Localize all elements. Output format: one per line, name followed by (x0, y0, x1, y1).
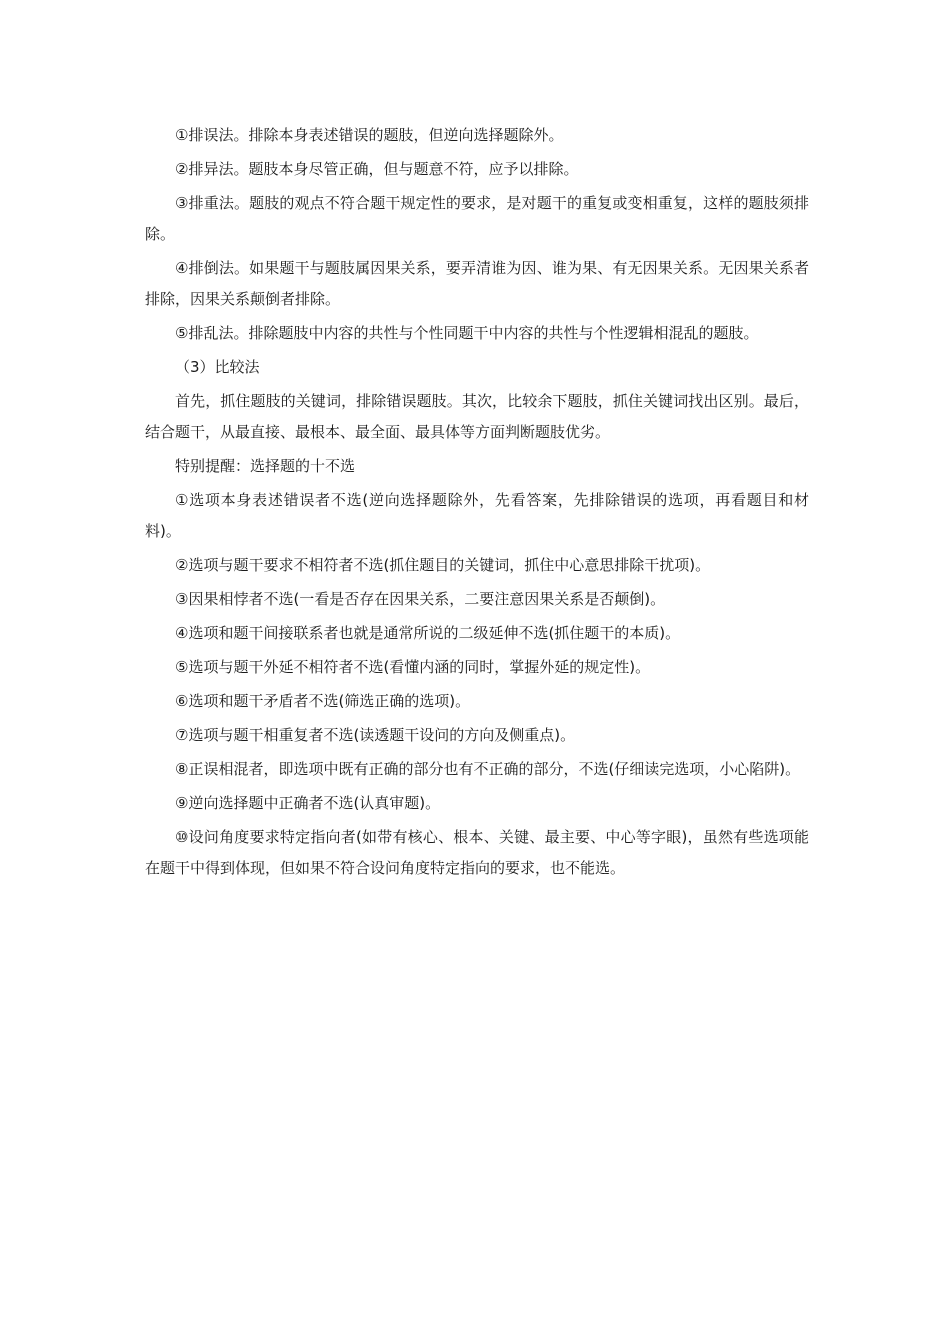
rule-item-6: ⑥选项和题干矛盾者不选(筛选正确的选项)。 (175, 692, 471, 710)
paragraph-special-reminder: 特别提醒：选择题的十不选 (175, 457, 356, 475)
rule-item-5: ⑤选项与题干外延不相符者不选(看懂内涵的同时，掌握外延的规定性)。 (175, 658, 651, 676)
paragraph-exclusion-repeat: ③排重法。题肢的观点不符合题干规定性的要求，是对题干的重复或变相重复，这样的题肢须排除。 (145, 194, 809, 243)
paragraph-exclusion-error: ①排误法。排除本身表述错误的题肢，但逆向选择题除外。 (175, 126, 564, 144)
section-heading-comparison: （3）比较法 (175, 358, 260, 376)
paragraph-exclusion-reverse: ④排倒法。如果题干与题肢属因果关系，要弄清谁为因、谁为果、有无因果关系。无因果关系者排除，因果关系颠倒者排除。 (145, 259, 809, 308)
document-body (145, 120, 809, 884)
rule-item-3: ③因果相悖者不选(一看是否存在因果关系，二要注意因果关系是否颠倒)。 (175, 590, 666, 608)
rule-item-1: ①选项本身表述错误者不选(逆向选择题除外，先看答案，先排除错误的选项，再看题目和材料)。 (145, 491, 809, 540)
rule-item-10: ⑩设问角度要求特定指向者(如带有核心、根本、关键、最主要、中心等字眼)，虽然有些选项能在题干中得到体现，但如果不符合设问角度特定指向的要求，也不能选。 (145, 828, 809, 877)
rule-item-7: ⑦选项与题干相重复者不选(读透题干设问的方向及侧重点)。 (175, 726, 576, 744)
rule-item-4: ④选项和题干间接联系者也就是通常所说的二级延伸不选(抓住题干的本质)。 (175, 624, 681, 642)
paragraph-comparison-method: 首先，抓住题肢的关键词，排除错误题肢。其次，比较余下题肢，抓住关键词找出区别。最后，结合题干，从最直接、最根本、最全面、最具体等方面判断题肢优劣。 (145, 392, 809, 441)
paragraph-exclusion-chaos: ⑤排乱法。排除题肢中内容的共性与个性同题干中内容的共性与个性逻辑相混乱的题肢。 (175, 324, 759, 342)
rule-item-8: ⑧正误相混者，即选项中既有正确的部分也有不正确的部分，不选(仔细读完选项，小心陷阱)。 (175, 760, 801, 778)
paragraph-exclusion-different: ②排异法。题肢本身尽管正确，但与题意不符，应予以排除。 (175, 160, 579, 178)
rule-item-2: ②选项与题干要求不相符者不选(抓住题目的关键词，抓住中心意思排除干扰项)。 (175, 556, 711, 574)
rule-item-9: ⑨逆向选择题中正确者不选(认真审题)。 (175, 794, 441, 812)
